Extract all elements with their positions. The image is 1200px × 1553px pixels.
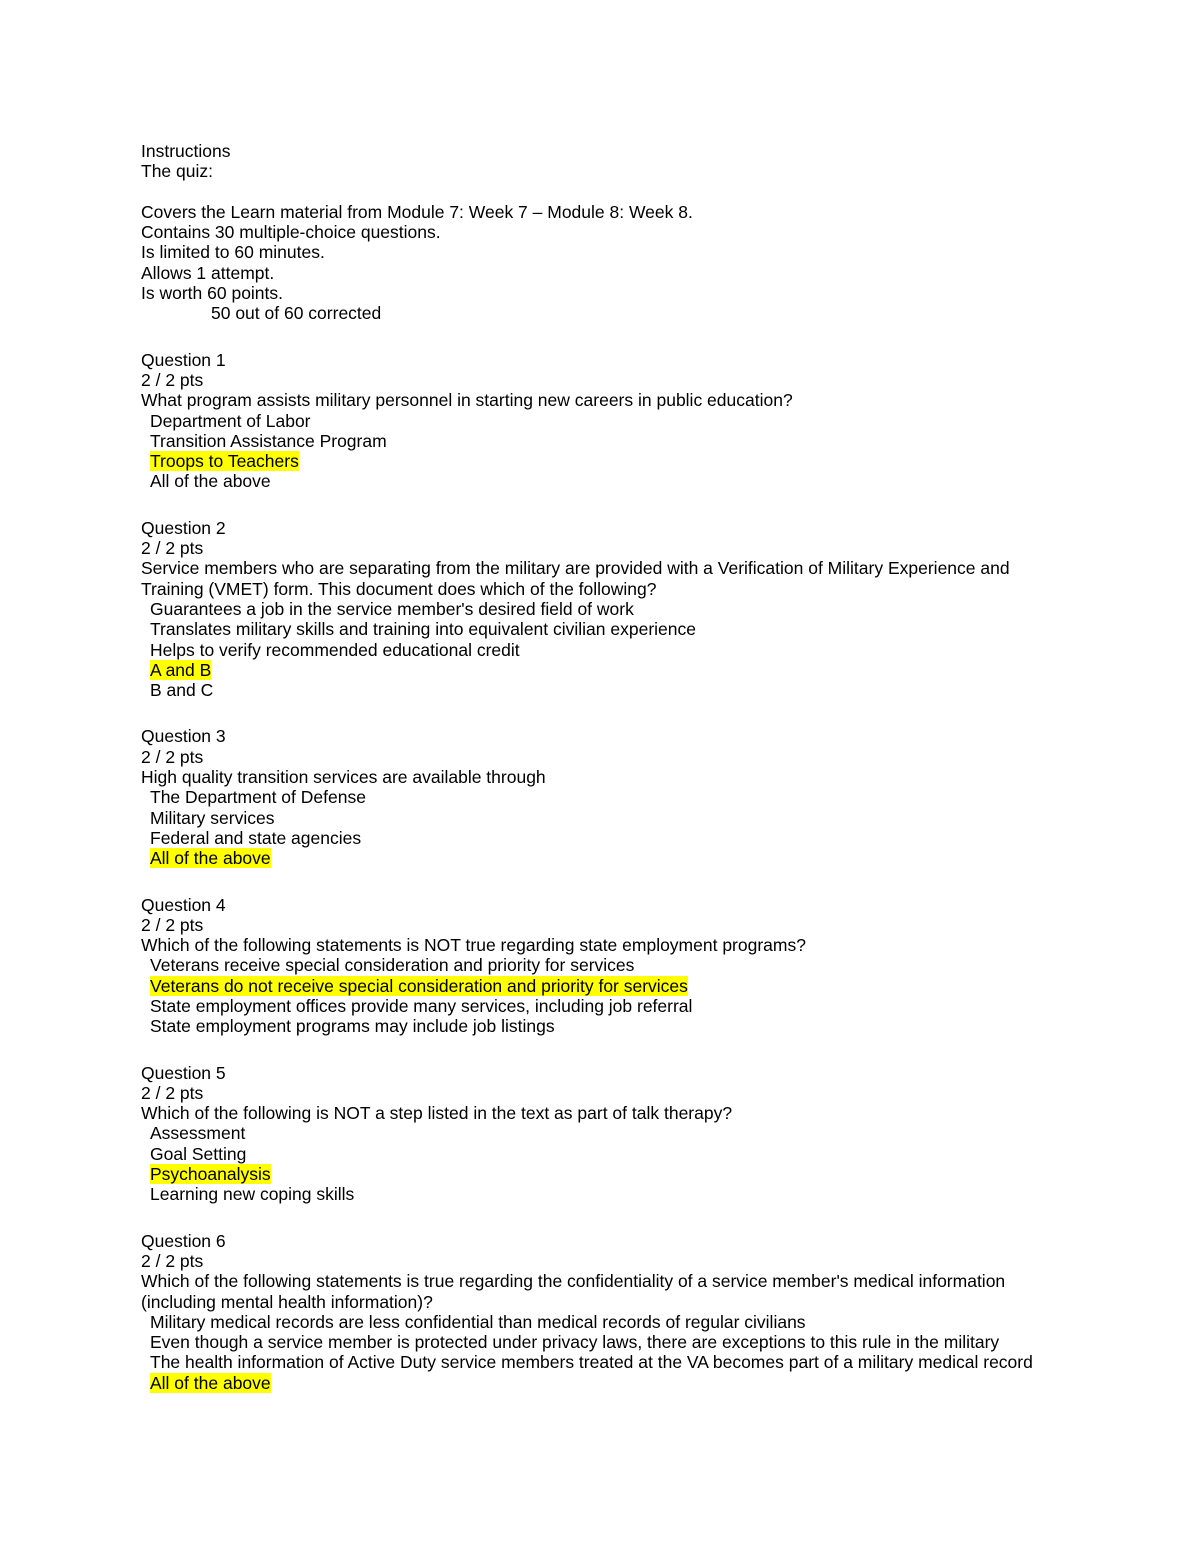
answer-option-selected: Veterans do not receive special consideration and priority for services (150, 975, 688, 996)
question-points: 2 / 2 pts (141, 746, 204, 767)
instruction-item: Contains 30 multiple-choice questions. (141, 222, 441, 243)
spacer (141, 182, 1061, 202)
answer-option-selected: All of the above (150, 848, 271, 869)
question-points: 2 / 2 pts (141, 369, 204, 390)
answer-option: All of the above (150, 471, 271, 492)
question-text: High quality transition services are available through (141, 767, 546, 788)
question-text: Which of the following statements is true regarding the confidentiality of a service member's medical information (including mental health information)? (141, 1271, 1006, 1312)
question-title: Question 5 (141, 1062, 226, 1083)
answer-option-selected: Troops to Teachers (150, 451, 299, 472)
answer-option: Helps to verify recommended educational credit (150, 639, 520, 660)
question-points: 2 / 2 pts (141, 914, 204, 935)
answer-option-selected: Psychoanalysis (150, 1164, 271, 1185)
instruction-item: Allows 1 attempt. (141, 262, 275, 283)
answer-option: The Department of Defense (150, 787, 366, 808)
answer-option: State employment programs may include job listings (150, 1016, 555, 1037)
question-title: Question 1 (141, 349, 226, 370)
question-block (141, 1231, 1061, 1393)
answer-option: Military services (150, 807, 275, 828)
question-title: Question 2 (141, 517, 226, 538)
question-points: 2 / 2 pts (141, 538, 204, 559)
question-points: 2 / 2 pts (141, 1250, 204, 1271)
answer-option: The health information of Active Duty service members treated at the VA becomes part of a military medical record (150, 1352, 1033, 1373)
answer-option: Even though a service member is protected under privacy laws, there are exceptions to this rule in the military (150, 1332, 1000, 1353)
question-text: Which of the following is NOT a step listed in the text as part of talk therapy? (141, 1103, 733, 1124)
answer-option: Assessment (150, 1123, 246, 1144)
instruction-item: Is worth 60 points. (141, 283, 284, 304)
answer-option: Guarantees a job in the service member's desired field of work (150, 598, 634, 619)
answer-option-selected: All of the above (150, 1372, 271, 1393)
question-points: 2 / 2 pts (141, 1082, 204, 1103)
answer-option: Goal Setting (150, 1143, 247, 1164)
question-block (141, 726, 1061, 868)
question-title: Question 6 (141, 1230, 226, 1251)
document-page (141, 141, 1061, 1393)
question-block (141, 895, 1061, 1037)
score-note: 50 out of 60 corrected (211, 303, 382, 324)
question-block (141, 1063, 1061, 1205)
instructions-heading: Instructions (141, 141, 231, 161)
instructions-intro: The quiz: (141, 161, 213, 182)
instruction-item: Is limited to 60 minutes. (141, 242, 325, 263)
question-text: What program assists military personnel in starting new careers in public education? (141, 390, 793, 411)
answer-option: State employment offices provide many services, including job referral (150, 995, 693, 1016)
answer-option: Military medical records are less confidential than medical records of regular civilians (150, 1311, 806, 1332)
instruction-item: Covers the Learn material from Module 7: Week 7 – Module 8: Week 8. (141, 201, 693, 222)
answer-option: Learning new coping skills (150, 1184, 355, 1205)
answer-option: Translates military skills and training into equivalent civilian experience (150, 619, 696, 640)
answer-option: Department of Labor (150, 410, 311, 431)
answer-option: B and C (150, 680, 214, 701)
question-block (141, 350, 1061, 492)
answer-option-selected: A and B (150, 659, 212, 680)
question-block (141, 518, 1061, 701)
answer-option: Federal and state agencies (150, 827, 362, 848)
question-title: Question 4 (141, 894, 226, 915)
question-text: Which of the following statements is NOT true regarding state employment programs? (141, 935, 806, 956)
answer-option: Veterans receive special consideration and priority for services (150, 955, 635, 976)
question-title: Question 3 (141, 726, 226, 747)
question-text: Service members who are separating from the military are provided with a Verification of Military Experience and Training (VMET) form. This document does which of the following? (141, 558, 1010, 599)
answer-option: Transition Assistance Program (150, 430, 387, 451)
